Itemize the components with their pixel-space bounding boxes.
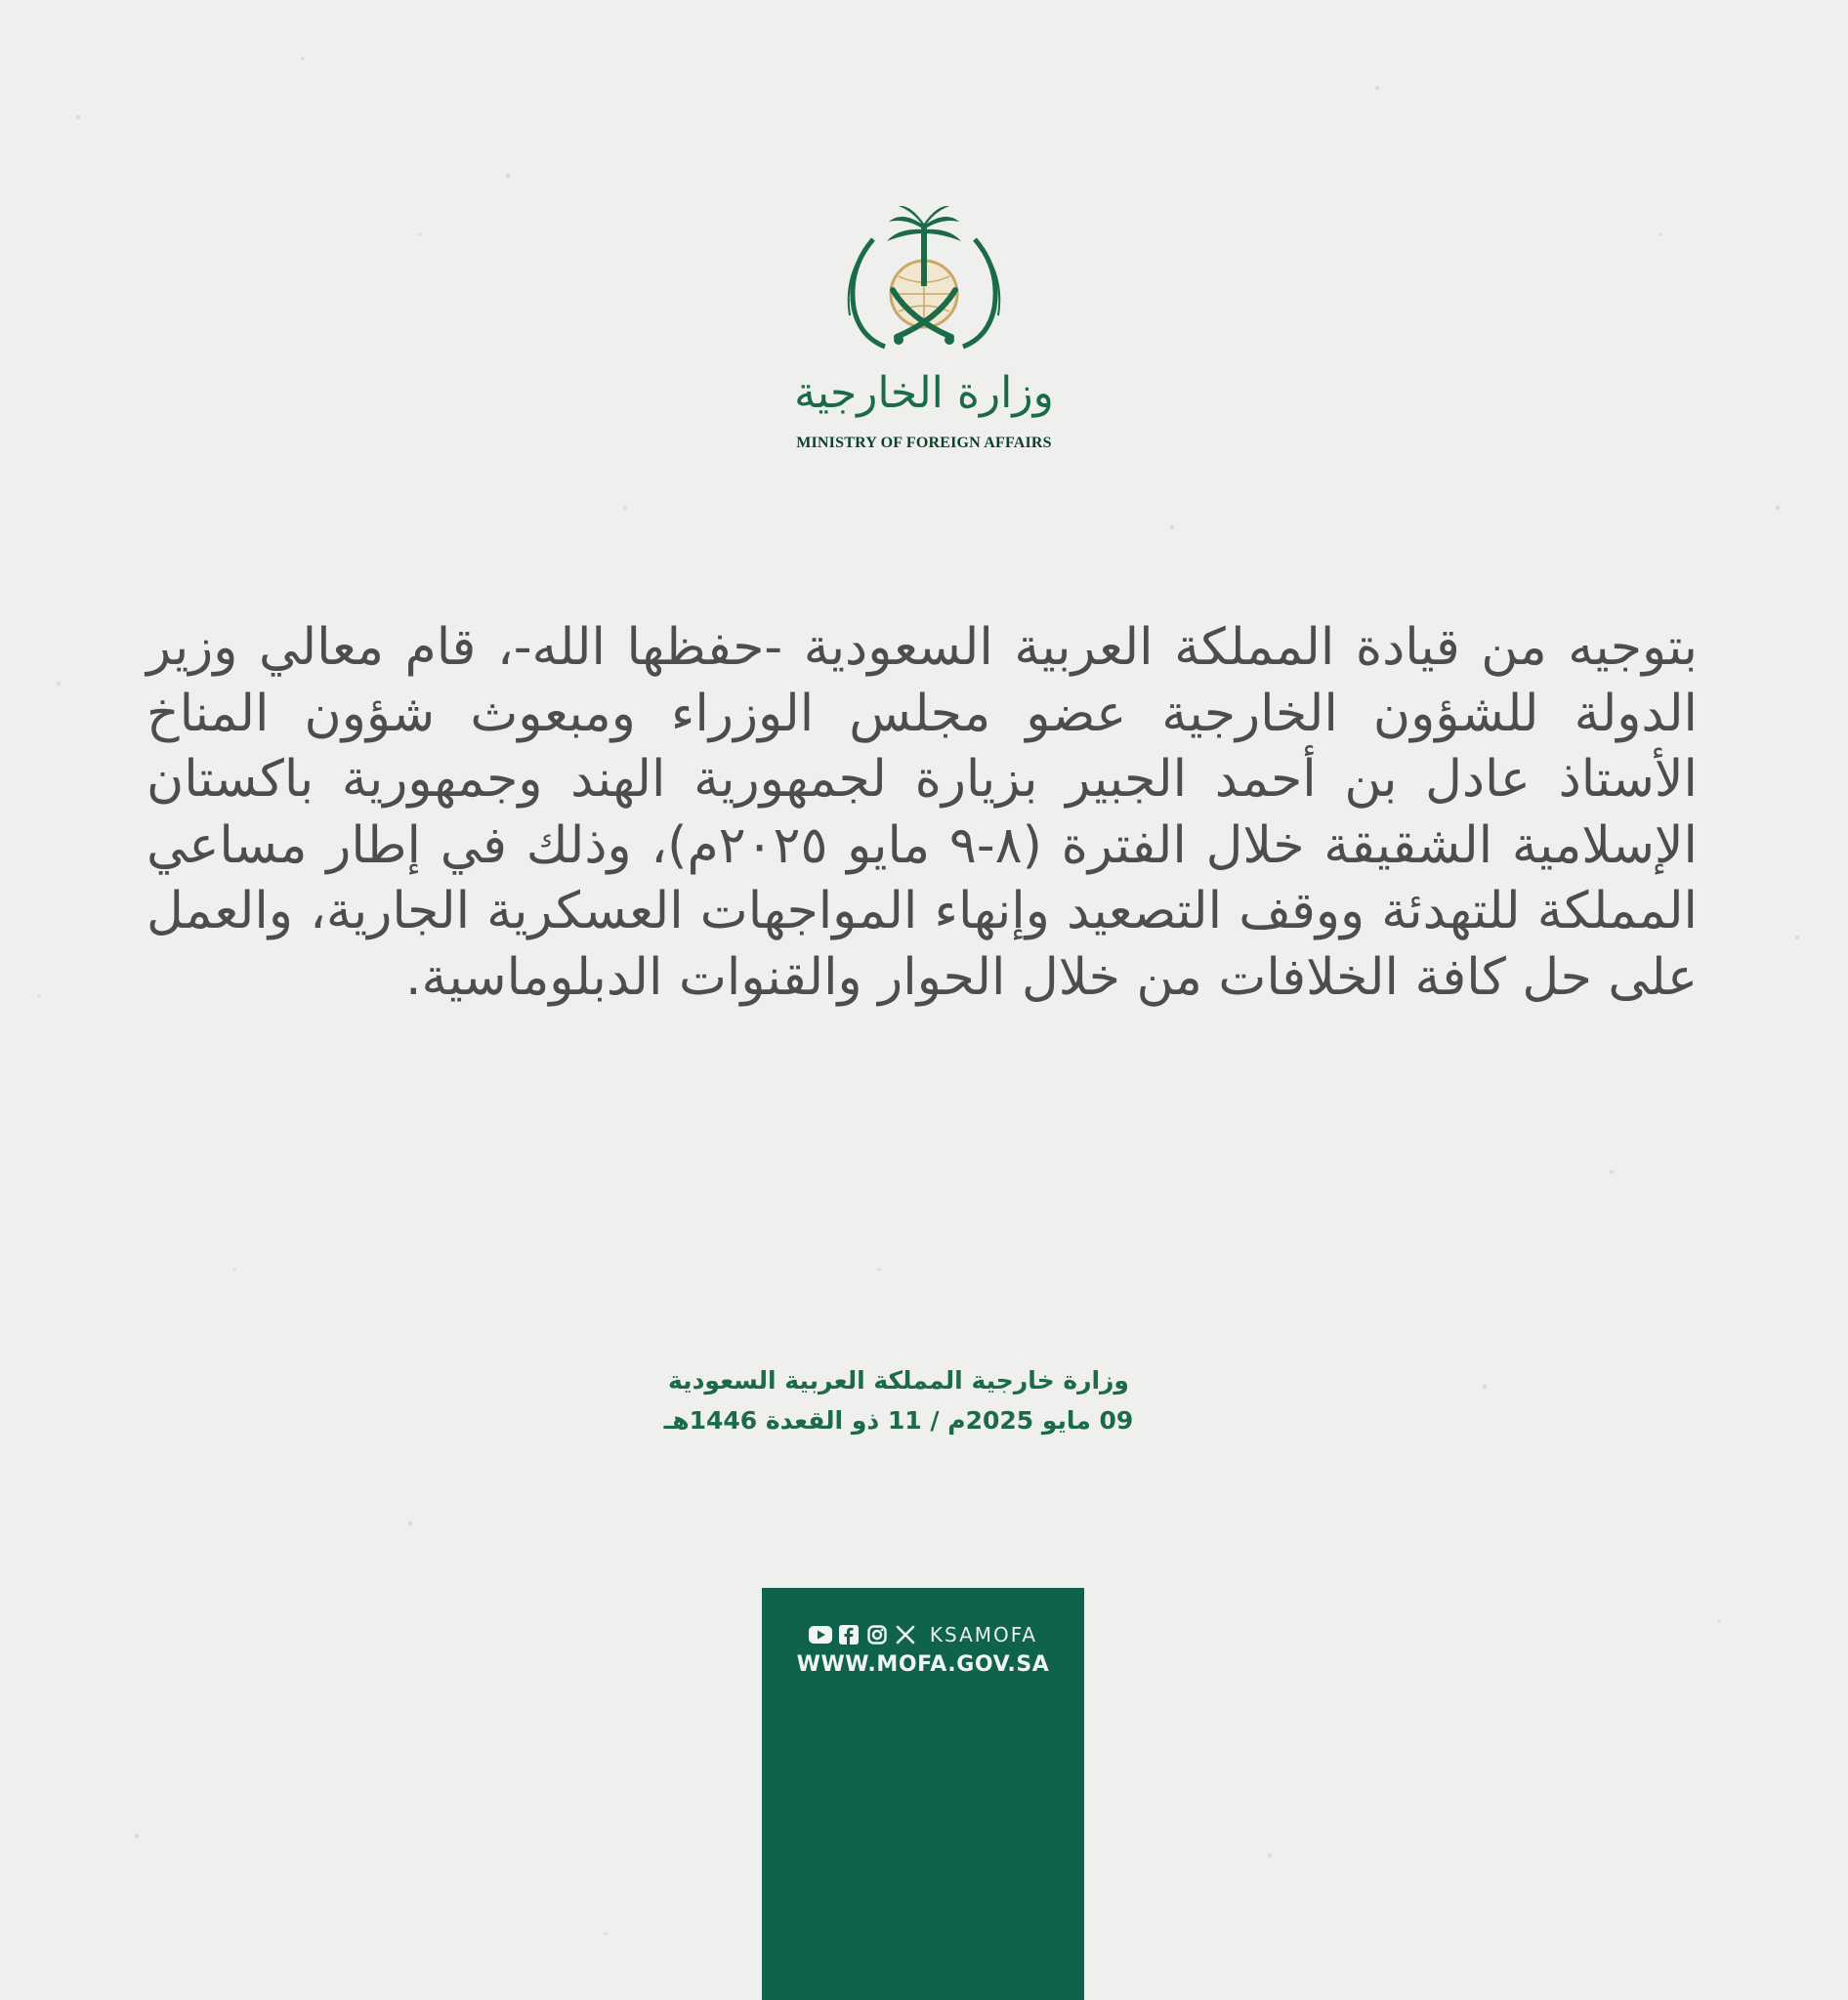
youtube-icon[interactable] xyxy=(809,1623,832,1646)
website-link[interactable]: WWW.MOFA.GOV.SA xyxy=(796,1652,1050,1677)
instagram-icon[interactable] xyxy=(865,1623,889,1646)
statement-text: بتوجيه من قيادة المملكة العربية السعودية -حفظها الله-، قام معالي وزير الدولة للشؤون الخارجية عضو مجلس الوزراء ومبعوث شؤون المناخ الأستاذ عادل بن أحمد الجبير بزيارة لجمهورية الهند وجمهورية باكستان الإسلامية الشقيقة خلال الفترة (٨-٩ مايو ٢٠٢٥م)، وذلك في إطار مساعي المملكة للتهدئة ووقف التصعيد وإنهاء المواجهات العسكرية الجارية، والعمل على حل كافة الخلافات من خلال الحوار والقنوات الدبلوماسية. xyxy=(147,618,1699,1007)
footer-contact-box xyxy=(762,1588,1084,2000)
ministry-name-arabic: وزارة الخارجية xyxy=(794,368,1054,418)
saudi-emblem-icon xyxy=(834,200,1014,356)
social-handle[interactable]: KSAMOFA xyxy=(929,1623,1038,1646)
signature-date: 09 مايو 2025م / 11 ذو القعدة 1446هـ xyxy=(663,1406,1134,1435)
social-row xyxy=(762,1620,1084,1649)
ministry-logo xyxy=(777,200,1071,464)
ministry-name-english: MINISTRY OF FOREIGN AFFAIRS xyxy=(796,435,1052,451)
x-icon[interactable] xyxy=(894,1623,917,1646)
facebook-icon[interactable] xyxy=(837,1623,861,1646)
signature-ministry: وزارة خارجية المملكة العربية السعودية xyxy=(668,1366,1129,1395)
signature-block xyxy=(586,1360,1211,1440)
